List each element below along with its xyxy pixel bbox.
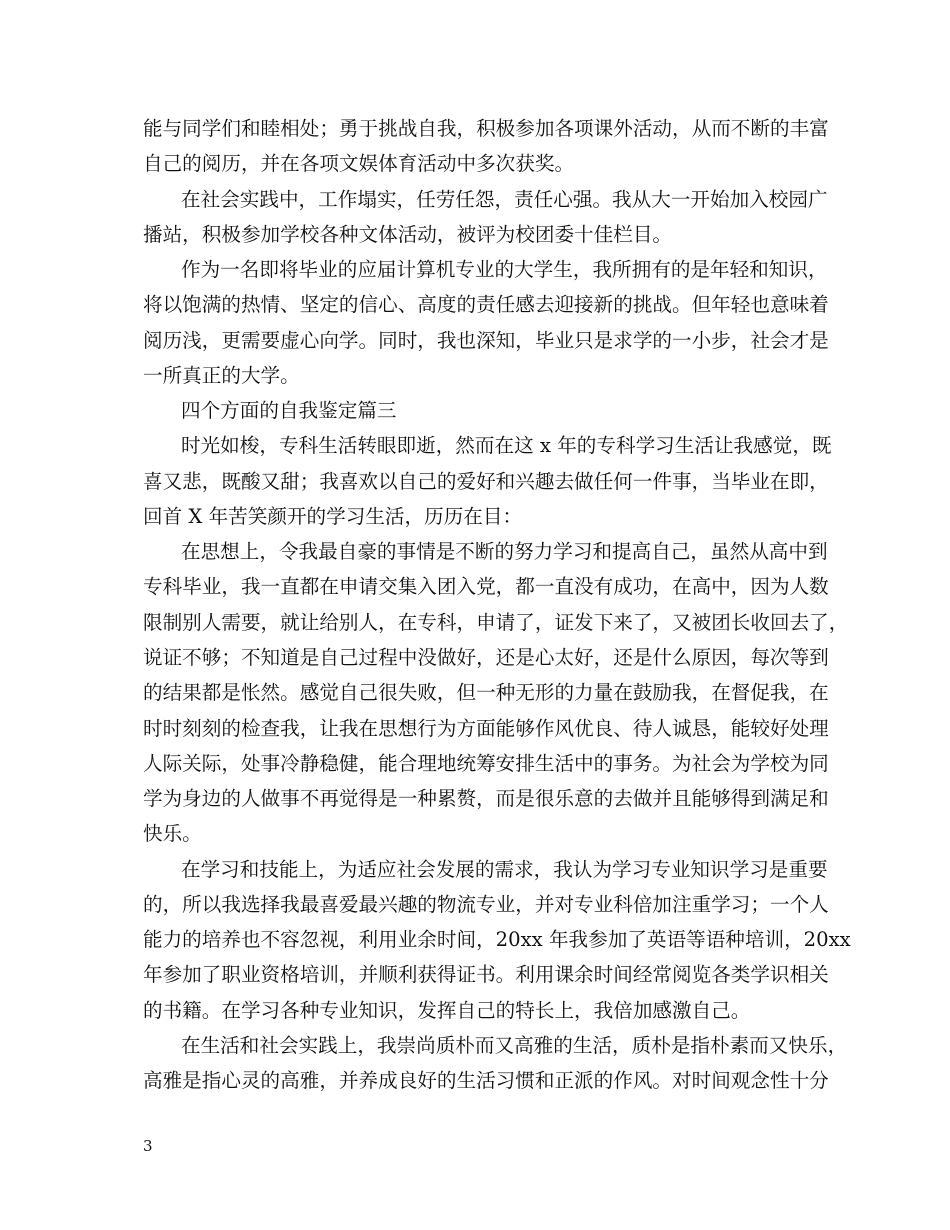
text-line: 快乐。: [143, 822, 202, 845]
text-line: 播站，积极参加学校各种文体活动，被评为校团委十佳栏目。: [143, 223, 673, 246]
text-line: 能与同学们和睦相处；勇于挑战自我，积极参加各项课外活动，从而不断的丰富: [143, 117, 829, 140]
text-line: 人际关际，处事冷静稳健，能合理地统筹安排生活中的事务。为社会为学校为同: [143, 752, 829, 775]
text-line: 在生活和社会实践上，我崇尚质朴而又高雅的生活，质朴是指朴素而又快乐，: [181, 1034, 848, 1057]
text-line: 专科毕业，我一直都在申请交集入团入党，都一直没有成功，在高中，因为人数: [143, 575, 829, 598]
text-line: 回首 X 年苦笑颜开的学习生活，历历在目：: [143, 505, 523, 528]
text-line: 年参加了职业资格培训，并顺利获得证书。利用课余时间经常阅览各类学识相关: [143, 963, 829, 986]
text-line: 的结果都是怅然。感觉自己很失败，但一种无形的力量在鼓励我，在督促我，在: [143, 681, 829, 704]
text-line: 将以饱满的热情、坚定的信心、高度的责任感去迎接新的挑战。但年轻也意味着: [143, 293, 829, 316]
text-line: 时时刻刻的检查我，让我在思想行为方面能够作风优良、待人诚恳，能较好处理: [143, 717, 829, 740]
text-line: 在思想上，令我最自豪的事情是不断的努力学习和提高自己，虽然从高中到: [181, 540, 828, 563]
text-line: 学为身边的人做事不再觉得是一种累赘，而是很乐意的去做并且能够得到满足和: [143, 787, 829, 810]
text-line: 作为一名即将毕业的应届计算机专业的大学生，我所拥有的是年轻和知识，: [181, 258, 828, 281]
text-line: 喜又悲，既酸又甜；我喜欢以自己的爱好和兴趣去做任何一件事，当毕业在即，: [143, 470, 829, 493]
text-line: 一所真正的大学。: [143, 364, 300, 387]
text-line: 阅历浅，更需要虚心向学。同时，我也深知，毕业只是求学的一小步，社会才是: [143, 329, 829, 352]
text-line: 在社会实践中，工作塌实，任劳任怨，责任心强。我从大一开始加入校园广: [181, 188, 828, 211]
text-line: 高雅是指心灵的高雅，并养成良好的生活习惯和正派的作风。对时间观念性十分: [143, 1069, 829, 1092]
text-line: 说证不够；不知道是自己过程中没做好，还是心太好，还是什么原因，每次等到: [143, 646, 829, 669]
text-line: 限制别人需要，就让给别人，在专科，申请了，证发下来了，又被团长收回去了，: [143, 611, 849, 634]
text-line: 能力的培养也不容忽视，利用业余时间，20xx 年我参加了英语等语种培训，20xx: [143, 928, 851, 951]
text-line: 的，所以我选择我最喜爱最兴趣的物流专业，并对专业科倍加注重学习；一个人: [143, 893, 829, 916]
page-number: 3: [143, 1137, 153, 1155]
section-heading: 四个方面的自我鉴定篇三: [181, 399, 397, 422]
text-line: 自己的阅历，并在各项文娱体育活动中多次获奖。: [143, 152, 575, 175]
text-line: 时光如梭，专科生活转眼即逝，然而在这 x 年的专科学习生活让我感觉，既: [181, 434, 832, 457]
text-line: 的书籍。在学习各种专业知识，发挥自己的特长上，我倍加感激自己。: [143, 999, 751, 1022]
text-line: 在学习和技能上，为适应社会发展的需求，我认为学习专业知识学习是重要: [181, 858, 828, 881]
